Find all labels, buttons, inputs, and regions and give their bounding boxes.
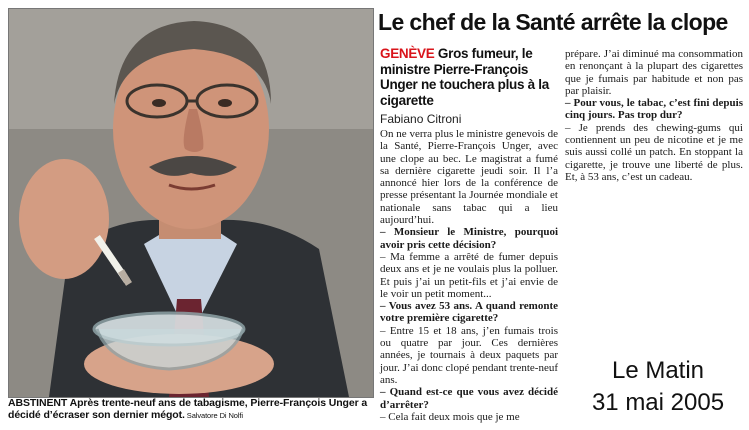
deck-kicker: GENÈVE bbox=[380, 46, 435, 61]
source-publication: Le Matin bbox=[611, 357, 705, 384]
column-1-body bbox=[380, 128, 558, 423]
article-deck bbox=[380, 46, 558, 108]
paragraph: – Entre 15 et 18 ans, j’en fumais trois ou quatre par jour. Ces dernières années, je tournais à deux paquets par jour. J’ai donc clopé pendant trente-neuf ans. bbox=[380, 324, 558, 386]
caption-lead: ABSTINENT bbox=[8, 397, 68, 409]
deck-text: Gros fumeur, le ministre Pierre-François Unger ne touchera plus à la cigarette bbox=[380, 46, 549, 108]
question: – Monsieur le Ministre, pourquoi avoir pris cette décision? bbox=[380, 226, 558, 251]
paragraph: On ne verra plus le ministre genevois de la Santé, Pierre-François Unger, avec une clope au bec. Le magistrat a fumé sa dernière cigarette jeudi soir. Il l’a annoncé hier lors de la conférence de presse présentant la Journée mondiale et nationale sans tabac qui a lieu aujourd’hui. bbox=[380, 128, 558, 227]
paragraph: – Cela fait deux mois que je me bbox=[380, 410, 520, 423]
article-column-2 bbox=[565, 46, 743, 183]
source-date: 31 mai 2005 bbox=[591, 389, 725, 416]
article-column-1 bbox=[380, 46, 558, 423]
photo-credit: Salvatore Di Nolfi bbox=[184, 411, 243, 420]
source-stamp bbox=[568, 355, 748, 419]
column-2-body bbox=[565, 48, 743, 183]
article-byline: Fabiano Citroni bbox=[380, 112, 462, 126]
question: – Quand est-ce que vous avez décidé d’arrêter? bbox=[380, 386, 558, 411]
caption-text: Après trente-neuf ans de tabagisme, Pierre-François Unger a décidé d’écraser son dernier mégot. bbox=[8, 397, 368, 421]
article-headline: Le chef de la Santé arrête la clope bbox=[378, 9, 728, 35]
photo-caption bbox=[8, 397, 374, 427]
question: – Vous avez 53 ans. A quand remonte votre première cigarette? bbox=[380, 300, 558, 325]
paragraph: – Ma femme a arrêté de fumer depuis deux ans et je ne voulais plus la polluer. Et puis j’ai un petit-fils et j’ai envie de le voir un petit moment... bbox=[380, 250, 558, 300]
question: – Pour vous, le tabac, c’est fini depuis cinq jours. Pas trop dur? bbox=[565, 97, 743, 122]
photo-illustration bbox=[9, 9, 373, 397]
paragraph: – Je prends des chewing-gums qui contiennent un peu de nicotine et je me suis aussi collé un patch. En stoppant la cigarette, je trouve une liberté de plus. Et, à 53 ans, c’est un cadeau. bbox=[565, 121, 743, 183]
paragraph: prépare. J’ai diminué ma consommation en renonçant à la plupart des cigarettes que je fumais par habitude et non pas par plaisir. bbox=[565, 48, 743, 97]
article-photo bbox=[8, 8, 374, 398]
